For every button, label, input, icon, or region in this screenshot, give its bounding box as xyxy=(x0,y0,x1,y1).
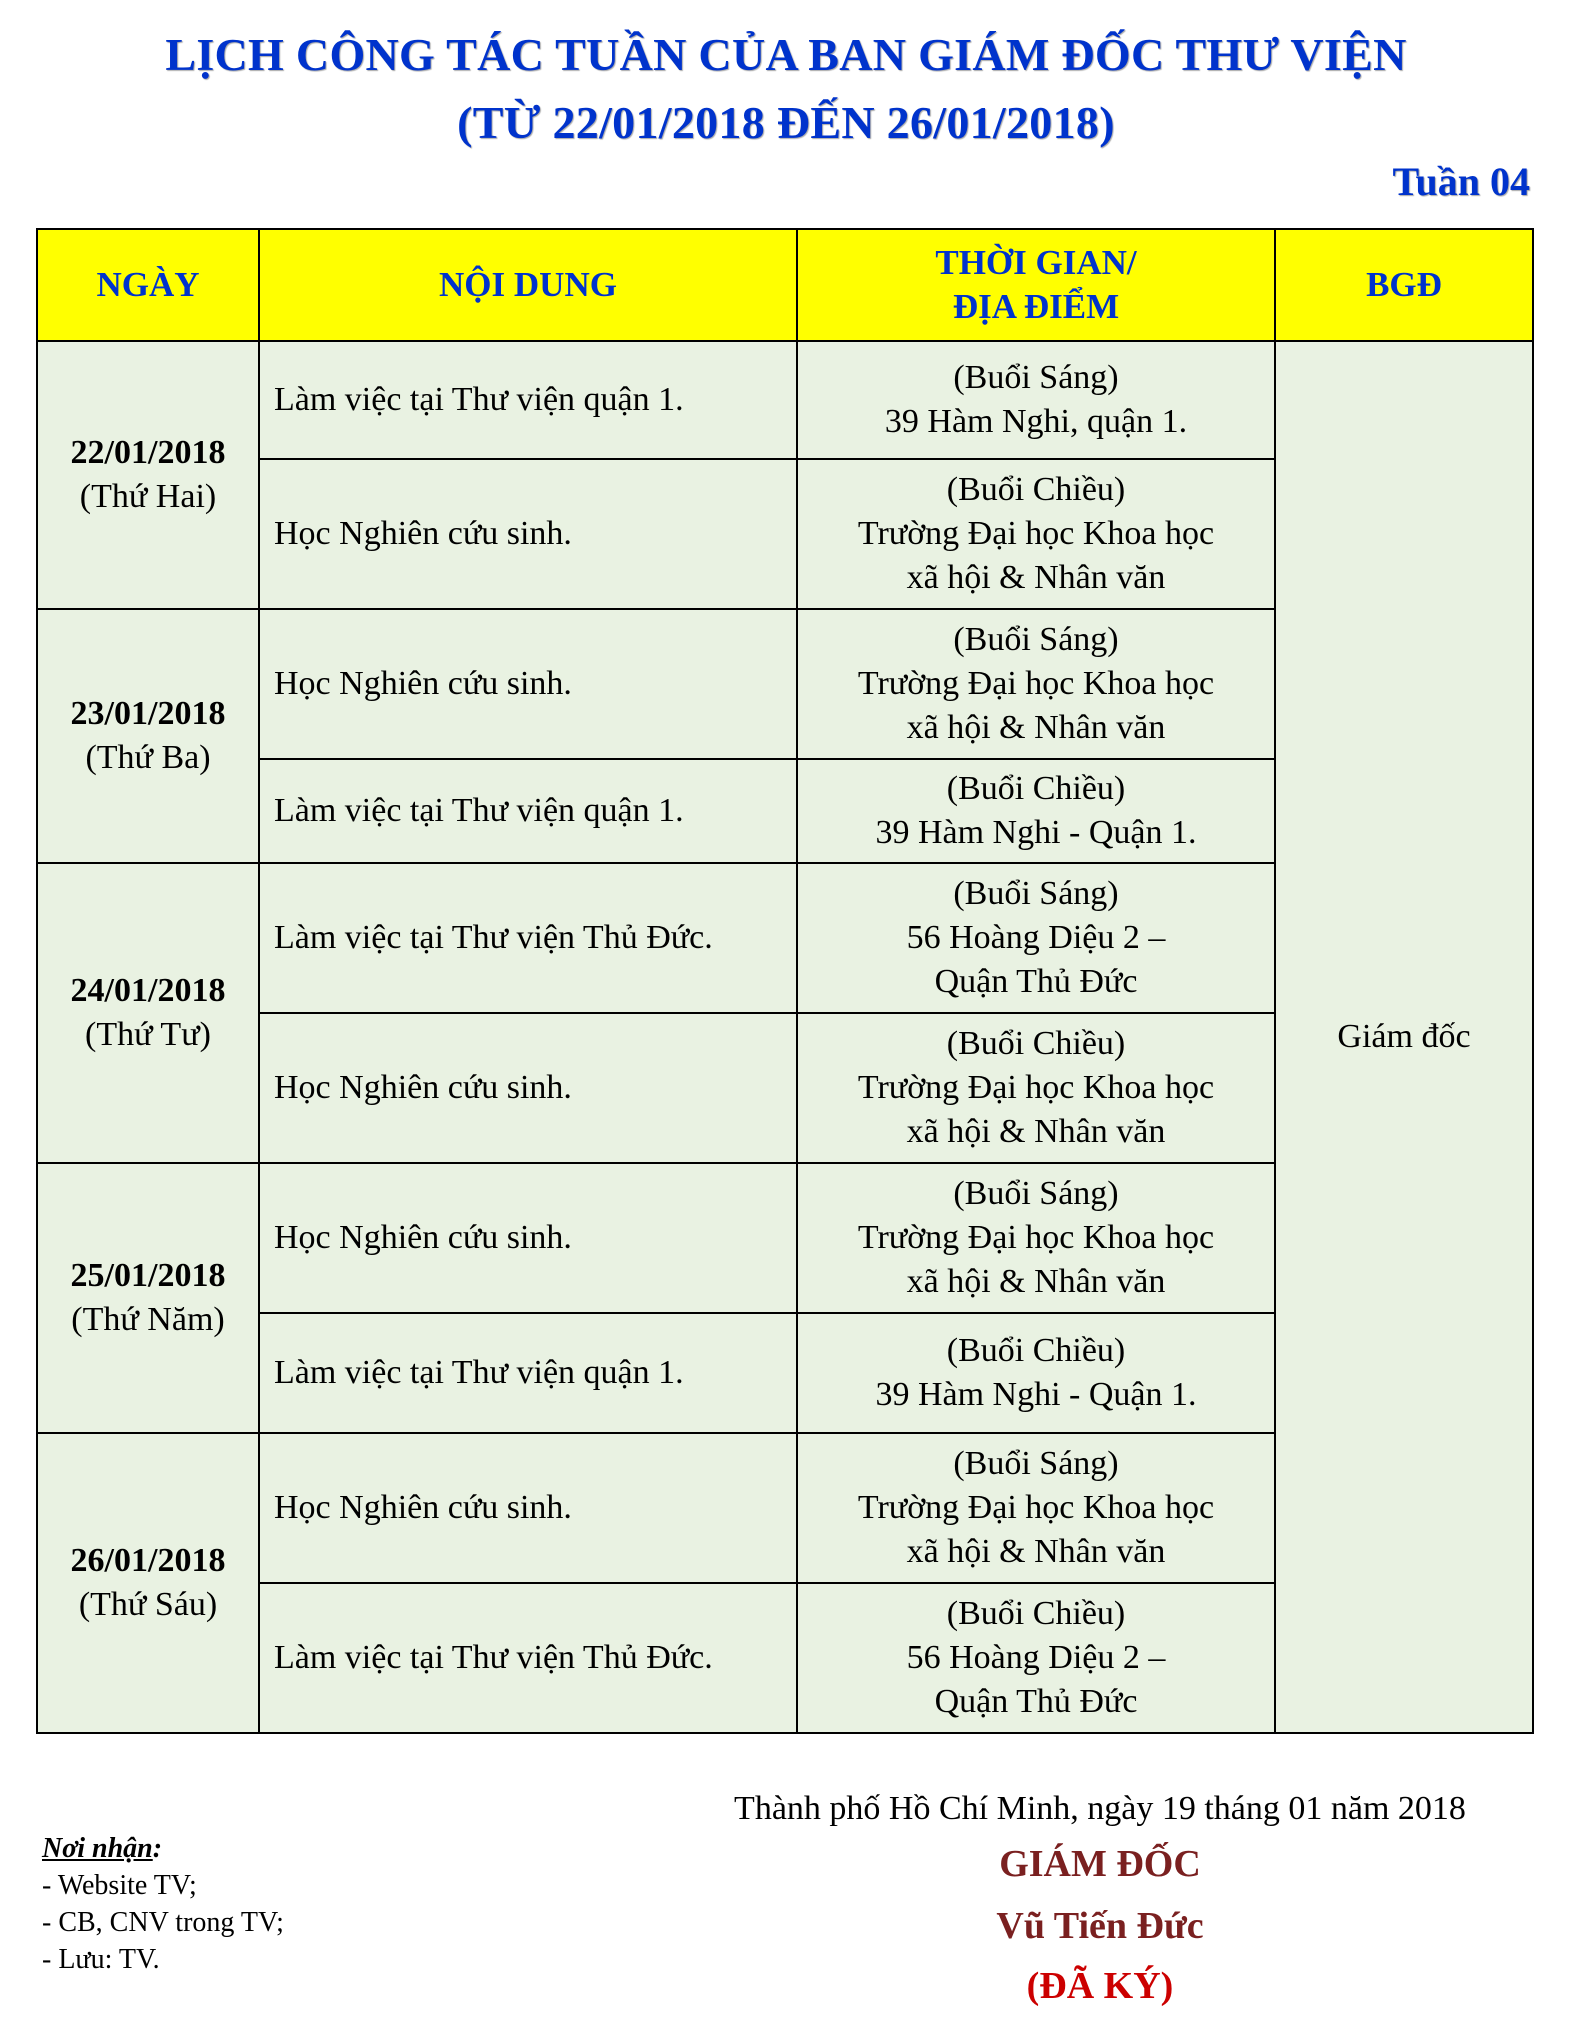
header-bgd: BGĐ xyxy=(1275,229,1533,341)
list-item: - Website TV; xyxy=(42,1870,197,1901)
session-content: Làm việc tại Thư viện Thủ Đức. xyxy=(259,863,797,1013)
day-weekday: (Thứ Năm) xyxy=(71,1301,225,1338)
day-weekday: (Thứ Ba) xyxy=(85,739,211,776)
bgd-cell: Giám đốc xyxy=(1275,341,1533,1733)
session-content: Học Nghiên cứu sinh. xyxy=(259,1433,797,1583)
signer-name: Vũ Tiến Đức xyxy=(996,1905,1204,1947)
day-cell xyxy=(37,863,259,1163)
day-cell xyxy=(37,341,259,609)
session-time-place xyxy=(797,1583,1275,1733)
session-time-place xyxy=(797,341,1275,459)
session-time: (Buổi Sáng) xyxy=(953,875,1119,912)
session-place: 56 Hoàng Diệu 2 – xyxy=(906,919,1166,956)
session-place: 39 Hàm Nghi - Quận 1. xyxy=(875,814,1197,851)
header-content: NỘI DUNG xyxy=(259,229,797,341)
recipients-title xyxy=(42,1830,284,1867)
page-subtitle-date-range: (TỪ 22/01/2018 ĐẾN 26/01/2018) xyxy=(457,97,1115,148)
session-place: Quận Thủ Đức xyxy=(934,963,1138,1000)
session-place: 56 Hoàng Diệu 2 – xyxy=(906,1639,1166,1676)
place-date-line: Thành phố Hồ Chí Minh, ngày 19 tháng 01 năm 2018 xyxy=(734,1790,1466,1827)
session-content: Làm việc tại Thư viện Thủ Đức. xyxy=(259,1583,797,1733)
session-time-place xyxy=(797,759,1275,863)
list-item: - CB, CNV trong TV; xyxy=(42,1907,284,1938)
day-weekday: (Thứ Sáu) xyxy=(78,1586,218,1623)
session-time-place xyxy=(797,459,1275,609)
day-cell xyxy=(37,609,259,863)
signer-position: GIÁM ĐỐC xyxy=(999,1843,1201,1885)
session-time-place xyxy=(797,1313,1275,1433)
session-content: Làm việc tại Thư viện quận 1. xyxy=(259,759,797,863)
day-weekday: (Thứ Tư) xyxy=(85,1016,211,1053)
session-time: (Buổi Sáng) xyxy=(953,1445,1119,1482)
session-time-place xyxy=(797,1433,1275,1583)
session-place: Quận Thủ Đức xyxy=(934,1683,1138,1720)
header-time-line2: ĐỊA ĐIỂM xyxy=(952,287,1120,326)
session-place: Trường Đại học Khoa học xyxy=(857,1069,1215,1106)
session-place: 39 Hàm Nghi - Quận 1. xyxy=(875,1376,1197,1413)
day-date: 22/01/2018 xyxy=(70,434,226,471)
session-place: xã hội & Nhân văn xyxy=(906,1263,1166,1300)
day-cell xyxy=(37,1433,259,1733)
schedule-table xyxy=(36,228,1534,1734)
session-time: (Buổi Chiều) xyxy=(946,1025,1126,1062)
session-time-place xyxy=(797,609,1275,759)
recipients-title-text: Nơi nhận xyxy=(42,1833,153,1864)
page-title: LỊCH CÔNG TÁC TUẦN CỦA BAN GIÁM ĐỐC THƯ VIỆN xyxy=(165,29,1407,80)
session-time: (Buổi Chiều) xyxy=(946,770,1126,807)
session-place: Trường Đại học Khoa học xyxy=(857,665,1215,702)
day-date: 25/01/2018 xyxy=(70,1257,226,1294)
session-time: (Buổi Chiều) xyxy=(946,1595,1126,1632)
session-place: xã hội & Nhân văn xyxy=(906,709,1166,746)
session-place: Trường Đại học Khoa học xyxy=(857,1219,1215,1256)
session-time-place xyxy=(797,863,1275,1013)
header-time-place xyxy=(797,229,1275,341)
table-row xyxy=(37,341,1533,459)
recipients-block xyxy=(42,1830,284,1978)
session-content: Làm việc tại Thư viện quận 1. xyxy=(259,341,797,459)
session-time: (Buổi Chiều) xyxy=(946,471,1126,508)
header-day: NGÀY xyxy=(37,229,259,341)
session-place: Trường Đại học Khoa học xyxy=(857,1489,1215,1526)
session-place: 39 Hàm Nghi, quận 1. xyxy=(884,403,1188,440)
table-header-row xyxy=(37,229,1533,341)
header-time-line1: THỜI GIAN/ xyxy=(935,243,1137,282)
week-number: Tuần 04 xyxy=(1392,159,1530,204)
recipients-title-colon: : xyxy=(152,1833,163,1864)
session-content: Học Nghiên cứu sinh. xyxy=(259,609,797,759)
session-place: xã hội & Nhân văn xyxy=(906,1113,1166,1150)
day-date: 24/01/2018 xyxy=(70,972,226,1009)
session-time: (Buổi Chiều) xyxy=(946,1332,1126,1369)
session-content: Học Nghiên cứu sinh. xyxy=(259,459,797,609)
session-place: xã hội & Nhân văn xyxy=(906,1533,1166,1570)
day-weekday: (Thứ Hai) xyxy=(79,478,217,515)
session-place: xã hội & Nhân văn xyxy=(906,559,1166,596)
session-content: Học Nghiên cứu sinh. xyxy=(259,1013,797,1163)
day-date: 26/01/2018 xyxy=(70,1542,226,1579)
list-item: - Lưu: TV. xyxy=(42,1944,160,1975)
signed-mark: (ĐÃ KÝ) xyxy=(1026,1965,1174,2007)
session-time: (Buổi Sáng) xyxy=(953,1175,1119,1212)
day-date: 23/01/2018 xyxy=(70,695,226,732)
session-content: Làm việc tại Thư viện quận 1. xyxy=(259,1313,797,1433)
session-time: (Buổi Sáng) xyxy=(953,621,1119,658)
session-place: Trường Đại học Khoa học xyxy=(857,515,1215,552)
session-time-place xyxy=(797,1163,1275,1313)
session-time-place xyxy=(797,1013,1275,1163)
session-content: Học Nghiên cứu sinh. xyxy=(259,1163,797,1313)
session-time: (Buổi Sáng) xyxy=(953,359,1119,396)
day-cell xyxy=(37,1163,259,1433)
